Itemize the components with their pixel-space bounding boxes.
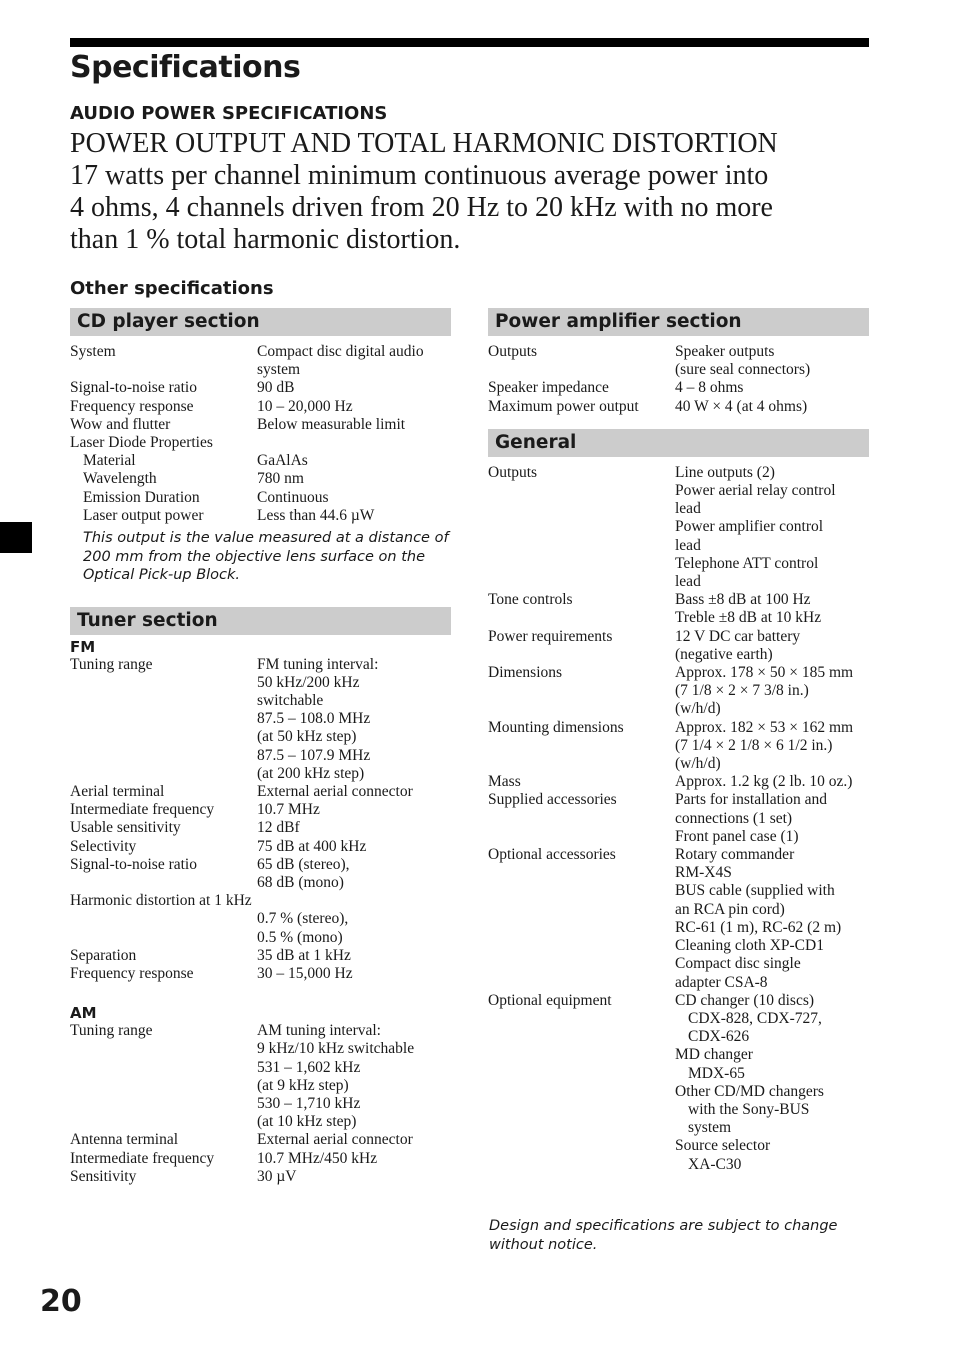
laser-properties-list [70, 452, 451, 525]
spec-value-line: 50 kHz/200 kHz [257, 673, 360, 691]
spec-value [675, 773, 869, 791]
spec-label: Signal-to-noise ratio [70, 379, 197, 397]
spec-label: Antenna terminal [70, 1131, 179, 1149]
general-section-heading: General [488, 429, 869, 457]
spec-label: Intermediate frequency [70, 1149, 215, 1167]
spec-value [675, 628, 869, 664]
spec-value-line: RC-61 (1 m), RC-62 (2 m) [675, 918, 842, 936]
spec-value-line: Parts for installation and [675, 791, 827, 809]
audio-power-heading: AUDIO POWER SPECIFICATIONS [70, 103, 388, 124]
spec-value-line: Approx. 1.2 kg (2 lb. 10 oz.) [675, 773, 853, 791]
spec-value-line: BUS cable (supplied with [675, 882, 835, 900]
spec-value-line: lead [675, 573, 701, 591]
equipment-line: CDX-828, CDX-727, [688, 1009, 822, 1027]
spec-value-line: Compact disc digital audio [257, 343, 424, 360]
spec-value-line: AM tuning interval: [257, 1022, 381, 1040]
page-number: 20 [40, 1284, 82, 1319]
spec-value-line: (at 50 kHz step) [257, 728, 357, 746]
spec-value [675, 398, 869, 416]
equipment-line: Other CD/MD changers [675, 1082, 824, 1100]
spec-label: Mass [488, 773, 521, 791]
spec-label: Emission Duration [83, 488, 200, 506]
spec-value: Less than 44.6 µW [257, 506, 375, 524]
spec-row [70, 656, 451, 783]
spec-value-line: (negative earth) [675, 645, 773, 663]
spec-label: Outputs [488, 343, 538, 360]
spec-value-line: 90 dB [257, 379, 295, 397]
spec-row [488, 773, 869, 791]
spec-value-line: 35 dB at 1 kHz [257, 946, 351, 964]
spec-value-line: system [257, 361, 301, 379]
spec-row [70, 1022, 451, 1131]
spec-value-line: (at 9 kHz step) [257, 1076, 349, 1094]
spec-label: Sensitivity [70, 1167, 137, 1185]
spec-label: Frequency response [70, 964, 194, 982]
equipment-line: MD changer [675, 1046, 753, 1064]
tuner-section-heading: Tuner section [70, 607, 451, 635]
spec-value [675, 846, 869, 992]
spec-label: Wavelength [83, 470, 157, 488]
spec-label: Separation [70, 946, 137, 964]
spec-label: Maximum power output [488, 397, 639, 415]
spec-label: Material [83, 452, 136, 470]
left-column [70, 308, 451, 1186]
spec-row [70, 947, 451, 965]
spec-value-line: (w/h/d) [675, 755, 721, 773]
spec-value-line: (sure seal connectors) [675, 361, 811, 379]
spec-value-line: 10.7 MHz/450 kHz [257, 1149, 378, 1167]
spec-value-line: connections (1 set) [675, 809, 793, 827]
spec-value: 0.5 % (mono) [257, 928, 343, 946]
spec-value [257, 343, 451, 379]
spec-value [257, 819, 451, 837]
spec-value [257, 1150, 451, 1168]
equipment-line: CDX-626 [688, 1028, 750, 1046]
spec-value [257, 1022, 451, 1131]
spec-value-line: 40 W × 4 (at 4 ohms) [675, 397, 808, 415]
equipment-line: Source selector [675, 1137, 771, 1155]
spec-row [488, 591, 869, 627]
am-spec-list [70, 1022, 451, 1186]
spec-value-line: Bass ±8 dB at 100 Hz [675, 591, 811, 609]
spec-value-line: Telephone ATT control [675, 554, 819, 572]
spec-label: Frequency response [70, 397, 194, 415]
spec-value-line: FM tuning interval: [257, 655, 379, 673]
spec-value-line: Line outputs (2) [675, 463, 775, 481]
spec-label: Tuning range [70, 655, 153, 673]
spec-label: Intermediate frequency [70, 801, 215, 819]
spec-value [257, 398, 451, 416]
spec-value: GaAlAs [257, 452, 308, 470]
spec-value-line: External aerial connector [257, 782, 413, 800]
spec-value-line: External aerial connector [257, 1131, 413, 1149]
spec-value [257, 656, 451, 783]
spec-row [70, 910, 451, 946]
spec-value: 0.7 % (stereo), [257, 910, 349, 928]
spec-value-line: (7 1/8 × 2 × 7 3/8 in.) [675, 682, 809, 700]
spec-value-line: 531 – 1,602 kHz [257, 1058, 361, 1076]
spec-value [257, 783, 451, 801]
harmonic-distortion-label: Harmonic distortion at 1 kHz [70, 892, 252, 910]
spec-row [70, 507, 451, 525]
spec-value-line: lead [675, 500, 701, 518]
spec-value-line: Below measurable limit [257, 415, 406, 433]
spec-value: 780 nm [257, 470, 304, 488]
spec-row [70, 838, 451, 856]
spec-row [70, 470, 451, 488]
spec-row [70, 1168, 451, 1186]
spec-value-line: lead [675, 536, 701, 554]
laser-note: This output is the value measured at a distance of 200 mm from the objective lens surface on the Optical Pick-up Block. [83, 530, 449, 584]
spec-value-line: 68 dB (mono) [257, 873, 344, 891]
spec-row [70, 343, 451, 379]
spec-value-line: Power aerial relay control [675, 482, 836, 500]
amp-spec-list [488, 343, 869, 416]
spec-value-line: adapter CSA-8 [675, 973, 768, 991]
spec-row [70, 489, 451, 507]
spec-row [488, 464, 869, 591]
spec-value-line: switchable [257, 691, 324, 709]
spec-value [675, 464, 869, 591]
spec-label: Tuning range [70, 1022, 153, 1040]
power-output-statement [70, 128, 870, 256]
section-tab-marker [0, 522, 32, 553]
cd-player-section-heading: CD player section [70, 308, 451, 336]
right-column [488, 308, 869, 1174]
equipment-line: XA-C30 [688, 1155, 742, 1173]
equipment-line: MDX-65 [688, 1064, 745, 1082]
spec-value [257, 838, 451, 856]
power-line: than 1 % total harmonic distortion. [70, 224, 461, 255]
top-rule [70, 38, 869, 47]
power-amplifier-section-heading: Power amplifier section [488, 308, 869, 336]
general-spec-list [488, 464, 869, 992]
spec-label: Dimensions [488, 664, 563, 682]
spec-row [488, 398, 869, 416]
spec-row [70, 416, 451, 434]
spec-value-line: (7 1/4 × 2 1/8 × 6 1/2 in.) [675, 736, 833, 754]
spec-value-line: Rotary commander [675, 846, 795, 864]
spec-value-line: (w/h/d) [675, 700, 721, 718]
spec-value [675, 343, 869, 379]
power-line: 17 watts per channel minimum continuous average power into [70, 160, 769, 191]
spec-row [488, 846, 869, 992]
spec-value [257, 947, 451, 965]
spec-label: Optional accessories [488, 846, 616, 864]
spec-value [675, 591, 869, 627]
spec-row [70, 434, 451, 452]
fm-heading: FM [70, 637, 96, 656]
spec-value [257, 965, 451, 983]
spec-value-line: Power amplifier control [675, 518, 824, 536]
equipment-line: system [688, 1119, 732, 1137]
spec-value [257, 379, 451, 397]
spec-value-line: (at 200 kHz step) [257, 764, 365, 782]
spec-value-line: Compact disc single [675, 955, 801, 973]
spec-value [257, 1131, 451, 1149]
spec-label: Selectivity [70, 837, 137, 855]
spec-value-line: Speaker outputs [675, 343, 775, 360]
spec-value [257, 856, 451, 892]
spec-row [70, 783, 451, 801]
spec-value-line: 9 kHz/10 kHz switchable [257, 1040, 415, 1058]
spec-value-line: an RCA pin cord) [675, 900, 785, 918]
optional-equipment-list [675, 992, 869, 1174]
spec-value: Continuous [257, 488, 329, 506]
page-title: Specifications [70, 50, 301, 85]
spec-row [488, 628, 869, 664]
am-heading: AM [70, 1004, 97, 1023]
spec-row [70, 1131, 451, 1149]
spec-label: Tone controls [488, 591, 573, 609]
power-line: POWER OUTPUT AND TOTAL HARMONIC DISTORTION [70, 128, 778, 159]
spec-label: Signal-to-noise ratio [70, 855, 197, 873]
spec-value [675, 791, 869, 846]
spec-label: Supplied accessories [488, 791, 617, 809]
spec-value-line: 87.5 – 107.9 MHz [257, 746, 371, 764]
spec-label: Aerial terminal [70, 782, 165, 800]
spec-value-line: Treble ±8 dB at 10 kHz [675, 609, 822, 627]
spec-value-line: 10 – 20,000 Hz [257, 397, 353, 415]
cd-spec-list [70, 343, 451, 452]
spec-value-line: 75 dB at 400 kHz [257, 837, 367, 855]
spec-value-line: Approx. 178 × 50 × 185 mm [675, 664, 854, 682]
spec-label: Speaker impedance [488, 379, 609, 397]
spec-value-line: Front panel case (1) [675, 827, 799, 845]
spec-label: Outputs [488, 463, 538, 481]
spec-label: System [70, 343, 116, 360]
spec-value-line: 87.5 – 108.0 MHz [257, 710, 371, 728]
spec-value-line: Approx. 182 × 53 × 162 mm [675, 718, 854, 736]
spec-row [70, 398, 451, 416]
spec-row [70, 1150, 451, 1168]
spec-value-line: 30 – 15,000 Hz [257, 964, 353, 982]
spec-label: Laser Diode Properties [70, 434, 213, 452]
spec-value-line: Cleaning cloth XP-CD1 [675, 937, 824, 955]
spec-value-line: 4 – 8 ohms [675, 379, 744, 397]
spec-row [70, 856, 451, 892]
spec-value-line: 30 µV [257, 1167, 297, 1185]
spec-value-line: 12 dBf [257, 819, 300, 837]
spec-row [488, 343, 869, 379]
change-notice: Design and specifications are subject to change without notice. [489, 1218, 838, 1253]
fm-spec-list [70, 656, 451, 893]
spec-value-line: 530 – 1,710 kHz [257, 1095, 361, 1112]
spec-label: Mounting dimensions [488, 718, 624, 736]
spec-value-line: RM-X4S [675, 864, 732, 882]
spec-row [488, 379, 869, 397]
equipment-line: with the Sony-BUS [688, 1100, 810, 1118]
spec-row [488, 992, 869, 1174]
spec-value [257, 416, 451, 434]
spec-row [488, 719, 869, 774]
power-line: 4 ohms, 4 channels driven from 20 Hz to 20 kHz with no more [70, 192, 773, 223]
spec-label: Laser output power [83, 506, 204, 524]
spec-value [257, 434, 451, 452]
spec-label: Usable sensitivity [70, 819, 181, 837]
spec-value-line: 65 dB (stereo), [257, 855, 350, 873]
spec-row [70, 452, 451, 470]
spec-row [488, 791, 869, 846]
spec-row [488, 664, 869, 719]
spec-value [675, 379, 869, 397]
other-specifications-heading: Other specifications [70, 278, 274, 299]
spec-value [257, 801, 451, 819]
equipment-line: CD changer (10 discs) [675, 991, 815, 1009]
spec-value-line: (at 10 kHz step) [257, 1113, 357, 1131]
spec-value [257, 1168, 451, 1186]
spec-row [70, 965, 451, 983]
spec-label: Wow and flutter [70, 415, 171, 433]
spec-value [675, 719, 869, 774]
spec-row [70, 801, 451, 819]
spec-row [70, 819, 451, 837]
spec-label: Power requirements [488, 627, 613, 645]
spec-value-line: 10.7 MHz [257, 801, 320, 819]
spec-value [675, 664, 869, 719]
spec-label: Optional equipment [488, 991, 612, 1009]
spec-row [70, 379, 451, 397]
spec-value-line: 12 V DC car battery [675, 627, 801, 645]
fm-spec-list-2 [70, 947, 451, 983]
